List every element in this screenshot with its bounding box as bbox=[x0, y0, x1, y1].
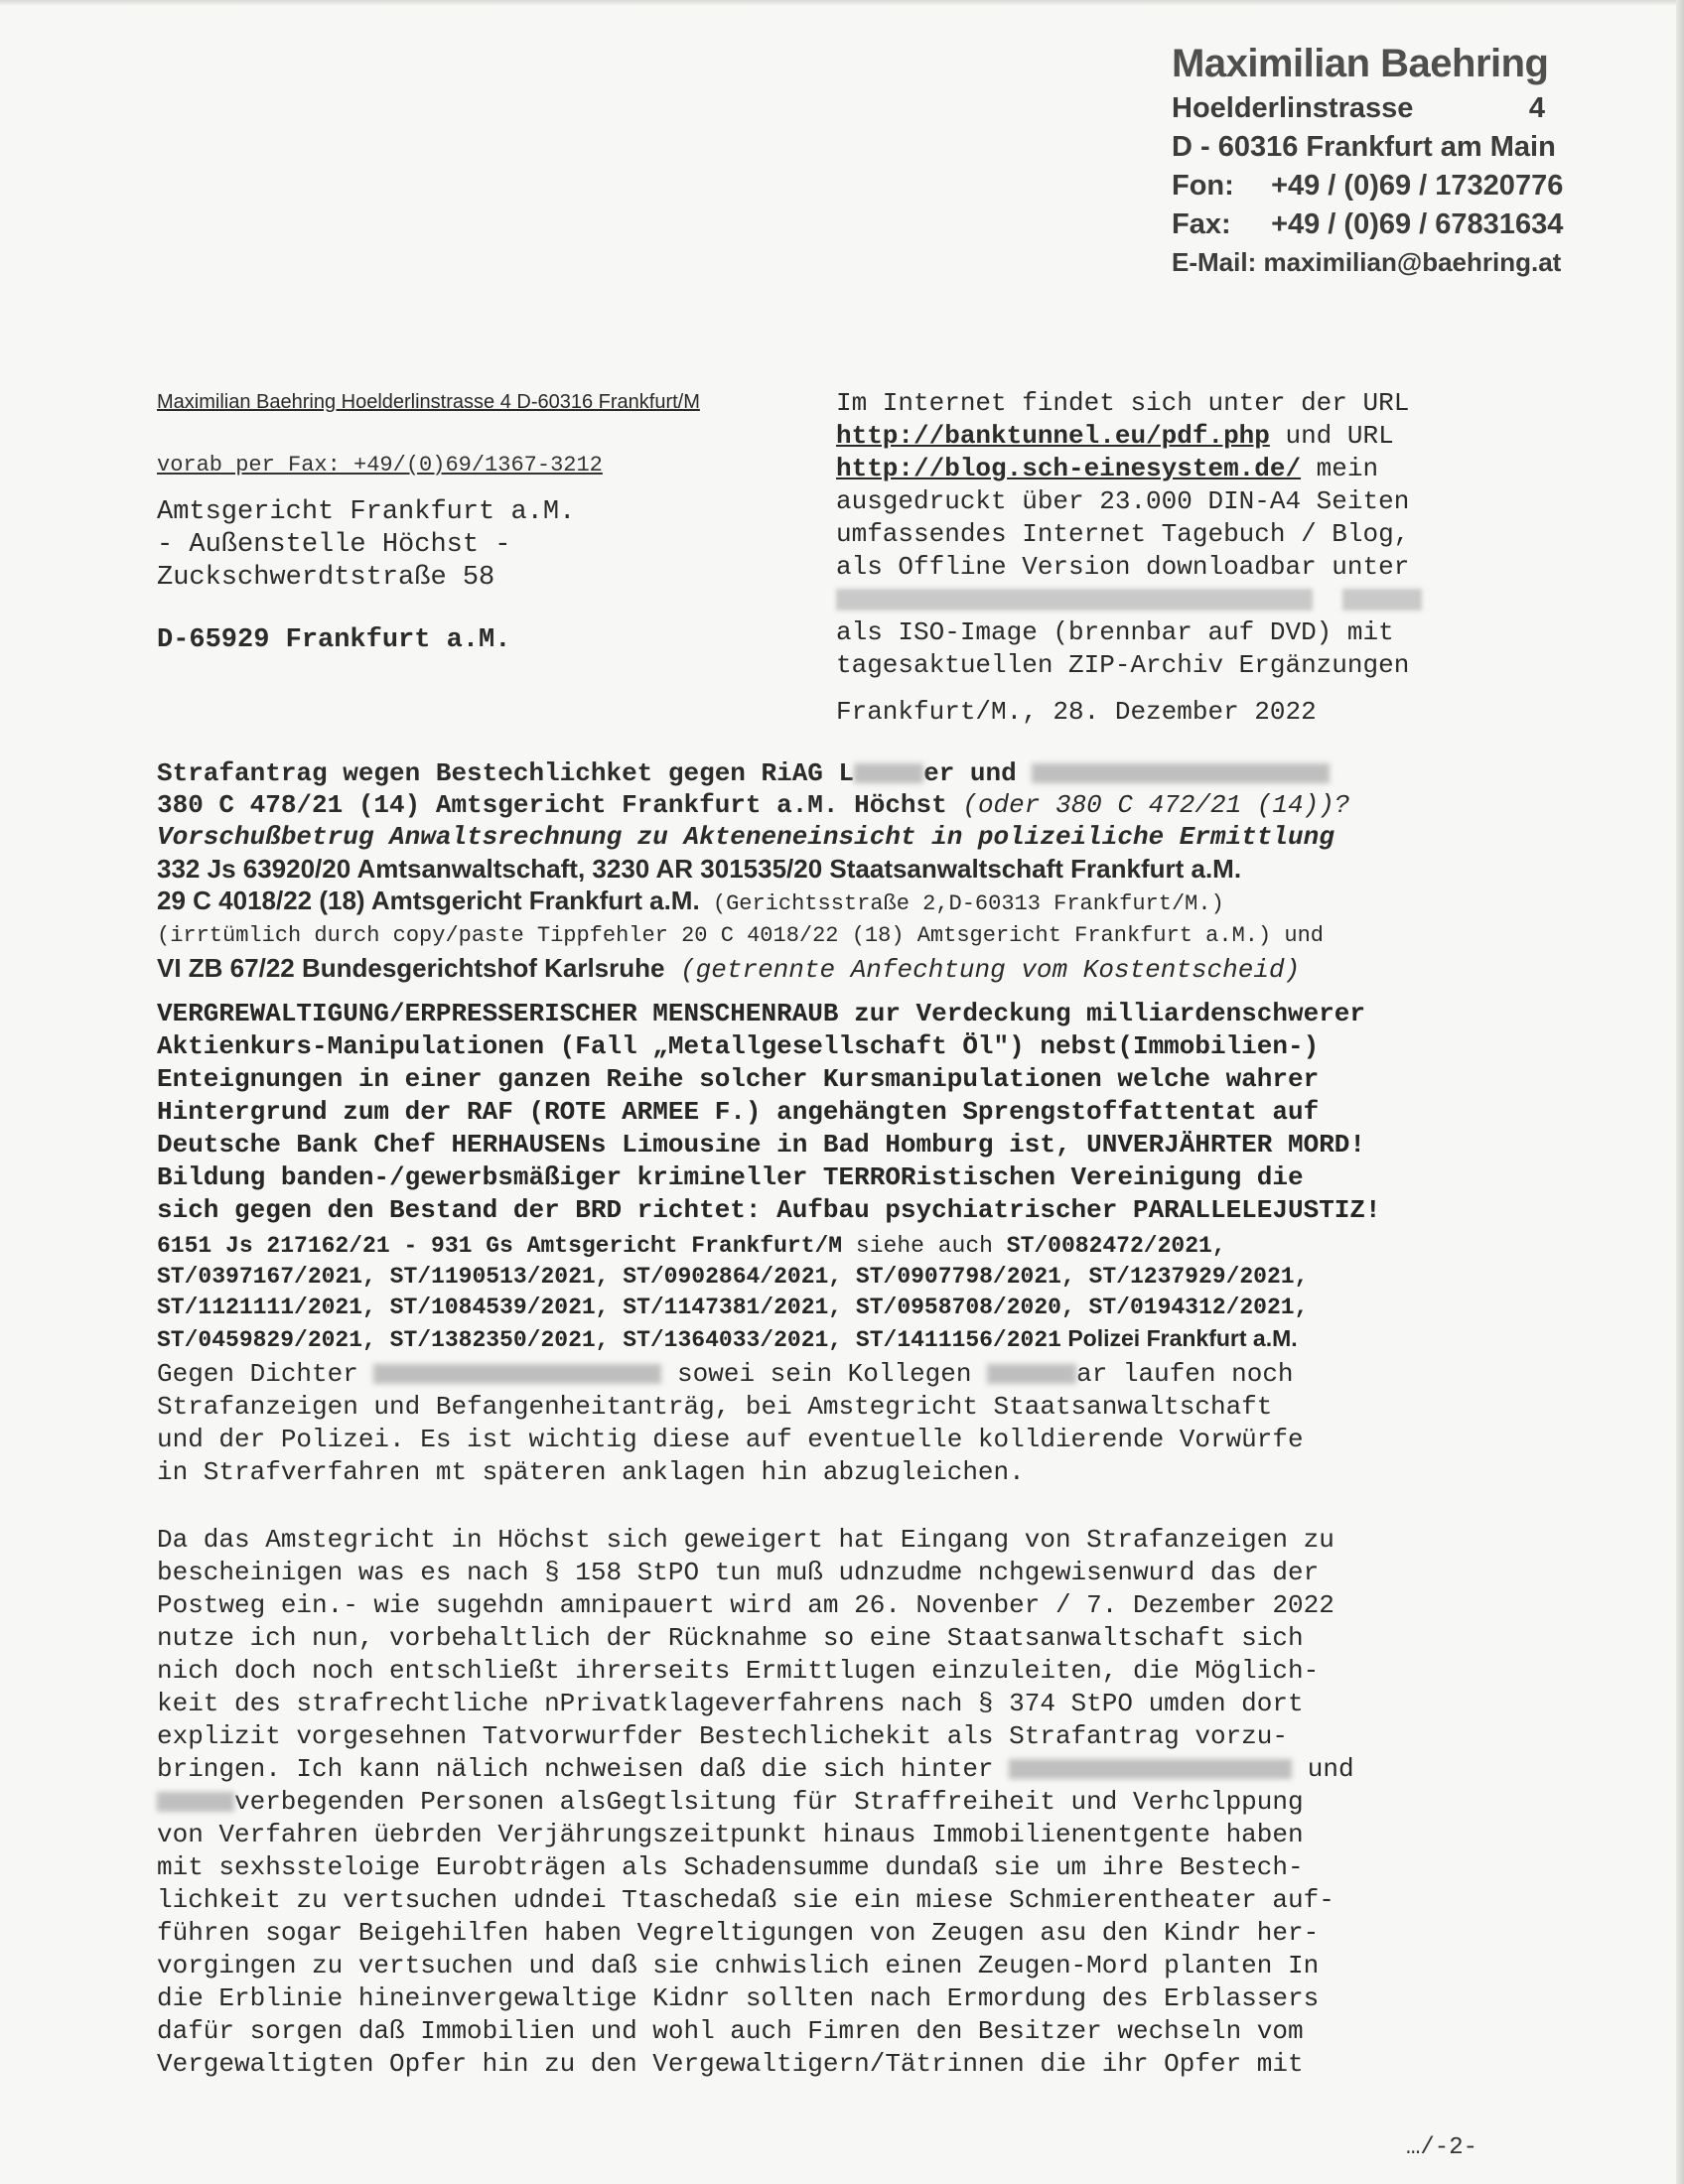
sender-return-line: Maximilian Baehring Hoelderlinstrasse 4 D-60316 Frankfurt/M bbox=[157, 391, 700, 413]
accusation-block bbox=[157, 998, 1507, 1227]
paragraph-2 bbox=[157, 1524, 1487, 2081]
redacted-name bbox=[1032, 763, 1330, 783]
paragraph-2-line-1: Da das Amstegricht in Höchst sich geweigert hat Eingang von Strafanzeigen zu bbox=[157, 1525, 1334, 1555]
redacted-name bbox=[157, 1792, 234, 1812]
info-line-9: tagesaktuellen ZIP-Archiv Ergänzungen bbox=[836, 650, 1410, 680]
redacted-name bbox=[987, 1364, 1076, 1384]
letterhead-fax: +49 / (0)69 / 67831634 bbox=[1271, 208, 1564, 240]
info-url-banktunnel[interactable]: http://banktunnel.eu/pdf.php bbox=[836, 421, 1270, 451]
redacted-name bbox=[1009, 1759, 1292, 1779]
paragraph-2-line-16: dafür sorgen daß Immobilien und wohl auch Fimren den Besitzer wechseln vom bbox=[157, 2016, 1304, 2046]
redacted-name bbox=[373, 1364, 661, 1384]
info-line-1: Im Internet findet sich unter der URL bbox=[836, 388, 1410, 418]
recipient-address bbox=[157, 496, 575, 657]
letter-date: Frankfurt/M., 28. Dezember 2022 bbox=[836, 697, 1317, 727]
letterhead-fon-label: Fon: bbox=[1172, 170, 1234, 202]
paragraph-2-line-3: Postweg ein.- wie sugehdn amnipauert wird am 26. Novenber / 7. Dezember 2022 bbox=[157, 1590, 1334, 1620]
subject-line-5: 29 C 4018/22 (18) Amtsgericht Frankfurt a.M. (Gerichtsstraße 2,D-60313 Frankfurt/M.) bbox=[157, 886, 1224, 916]
paragraph-2-line-4: nutze ich nun, vorbehaltlich der Rücknahme so eine Staatsanwaltschaft sich bbox=[157, 1623, 1304, 1653]
paragraph-2-line-7: explizit vorgesehnen Tatvorwurfder Bestechlichekit als Strafantrag vorzu- bbox=[157, 1721, 1288, 1751]
subject-block bbox=[157, 757, 1487, 986]
subject-line-6: (irrtümlich durch copy/paste Tippfehler 20 C 4018/22 (18) Amtsgericht Frankfurt a.M.) und bbox=[157, 923, 1324, 948]
info-line-5: umfassendes Internet Tagebuch / Blog, bbox=[836, 519, 1410, 549]
recipient-line-1: Amtsgericht Frankfurt a.M. bbox=[157, 497, 576, 527]
subject-line-1: Strafantrag wegen Bestechlichket gegen RiAG L er und bbox=[157, 757, 1487, 789]
letterhead-fax-label: Fax: bbox=[1172, 208, 1231, 240]
internet-info-block bbox=[836, 387, 1491, 729]
paragraph-2-line-15: die Erblinie hineinvergewaltige Kidnr sollten nach Ermordung des Erblassers bbox=[157, 1983, 1320, 2013]
paragraph-1 bbox=[157, 1358, 1487, 1489]
reference-line-1: 6151 Js 217162/21 - 931 Gs Amtsgericht Frankfurt/M siehe auch ST/0082472/2021, bbox=[157, 1233, 1226, 1259]
paragraph-2-line-6: keit des strafrechtliche nPrivatklageverfahrens nach § 374 StPO umden dort bbox=[157, 1689, 1304, 1718]
paragraph-2-line-14: vorgingen zu vertsuchen und daß sie cnhwislich einen Zeugen-Mord planten In bbox=[157, 1951, 1320, 1980]
letterhead bbox=[1172, 42, 1569, 278]
letterhead-email: E-Mail: maximilian@baehring.at bbox=[1172, 247, 1562, 277]
info-line-3: http://blog.sch-einesystem.de/ mein bbox=[836, 454, 1379, 483]
letterhead-name: Maximilian Baehring bbox=[1172, 42, 1549, 85]
subject-line-3: Vorschußbetrug Anwaltsrechnung zu Akteneneinsicht in polizeiliche Ermittlung bbox=[157, 822, 1334, 852]
paragraph-2-line-8: bringen. Ich kann nälich nchweisen daß die sich hinter und bbox=[157, 1754, 1354, 1784]
accusation-line-1: VERGREWALTIGUNG/ERPRESSERISCHER MENSCHENRAUB zur Verdeckung milliardenschwerer bbox=[157, 999, 1365, 1028]
accusation-line-2: Aktienkurs-Manipulationen (Fall „Metallgesellschaft Öl") nebst(Immobilien-) bbox=[157, 1031, 1320, 1061]
accusation-line-4: Hintergrund zum der RAF (ROTE ARMEE F.) angehängten Sprengstoffattentat auf bbox=[157, 1097, 1320, 1127]
page-top-edge bbox=[0, 0, 1684, 6]
recipient-line-2: - Außenstelle Höchst - bbox=[157, 530, 511, 560]
subject-line-4: 332 Js 63920/20 Amtsanwaltschaft, 3230 AR 301535/20 Staatsanwaltschaft Frankfurt a.M. bbox=[157, 854, 1242, 884]
paragraph-1-line-1: Gegen Dichter sowei sein Kollegen ar laufen noch bbox=[157, 1359, 1294, 1389]
letterhead-house-number: 4 bbox=[1528, 92, 1545, 124]
fax-advance-line: vorab per Fax: +49/(0)69/1367-3212 bbox=[157, 453, 603, 478]
paragraph-2-line-2: bescheinigen was es nach § 158 StPO tun muß udnzudme nchgewisenwurd das der bbox=[157, 1558, 1320, 1587]
letterhead-fon-row bbox=[1172, 170, 1569, 203]
info-line-4: ausgedruckt über 23.000 DIN-A4 Seiten bbox=[836, 486, 1410, 516]
reference-line-2: ST/0397167/2021, ST/1190513/2021, ST/0902864/2021, ST/0907798/2021, ST/1237929/2021, bbox=[157, 1264, 1309, 1290]
paragraph-2-line-13: führen sogar Beigehilfen haben Vegreltigungen von Zeugen asu den Kindr her- bbox=[157, 1918, 1320, 1948]
info-url-blog[interactable]: http://blog.sch-einesystem.de/ bbox=[836, 454, 1302, 483]
accusation-line-7: sich gegen den Bestand der BRD richtet: Aufbau psychiatrischer PARALLELEJUSTIZ! bbox=[157, 1195, 1381, 1225]
letterhead-street-row bbox=[1172, 92, 1569, 125]
page-continuation-marker: …/-2- bbox=[1406, 2134, 1478, 2161]
paragraph-2-line-9: verbegenden Personen alsGegtlsitung für Straffreiheit und Verhclppung bbox=[157, 1786, 1487, 1819]
paragraph-2-line-17: Vergewaltigten Opfer hin zu den Vergewaltigern/Tätrinnen die ihr Opfer mit bbox=[157, 2049, 1304, 2079]
reference-numbers bbox=[157, 1231, 1507, 1356]
accusation-line-3: Enteignungen in einer ganzen Reihe solcher Kursmanipulationen welche wahrer bbox=[157, 1064, 1320, 1094]
subject-line-7: VI ZB 67/22 Bundesgerichtshof Karlsruhe (getrennte Anfechtung vom Kostentscheid) bbox=[157, 953, 1301, 985]
paragraph-2-line-5: nich doch noch entschließt ihrerseits Ermittlugen einzuleiten, die Möglich- bbox=[157, 1656, 1320, 1686]
paragraph-1-line-2: Strafanzeigen und Befangenheitanträg, bei Amstegricht Staatsanwaltschaft bbox=[157, 1392, 1273, 1422]
paragraph-2-line-10: von Verfahren üebrden Verjährungszeitpunkt hinaus Immobilienentgente haben bbox=[157, 1820, 1304, 1849]
paragraph-2-line-12: lichkeit zu vertsuchen udndei Ttaschedaß sie ein miese Schmierentheater auf- bbox=[157, 1885, 1334, 1915]
info-line-6: als Offline Version downloadbar unter bbox=[836, 552, 1410, 582]
paragraph-1-line-4: in Strafverfahren mt späteren anklagen hin abzugleichen. bbox=[157, 1457, 1025, 1487]
recipient-line-3: Zuckschwerdtstraße 58 bbox=[157, 563, 495, 593]
reference-line-4: ST/0459829/2021, ST/1382350/2021, ST/1364033/2021, ST/1411156/2021 Polizei Frankfurt a.M. bbox=[157, 1325, 1298, 1353]
paragraph-2-line-11: mit sexhssteloige Eurobträgen als Schadensumme dundaß sie um ihre Bestech- bbox=[157, 1852, 1304, 1882]
subject-line-2: 380 C 478/21 (14) Amtsgericht Frankfurt a.M. Höchst (oder 380 C 472/21 (14))? bbox=[157, 790, 1350, 820]
letterhead-fax-row bbox=[1172, 208, 1569, 241]
page-right-edge bbox=[1676, 0, 1684, 2184]
redacted-name bbox=[854, 763, 923, 783]
reference-line-3: ST/1121111/2021, ST/1084539/2021, ST/1147381/2021, ST/0958708/2020, ST/0194312/2021, bbox=[157, 1295, 1309, 1320]
recipient-city: D-65929 Frankfurt a.M. bbox=[157, 625, 511, 655]
info-line-8: als ISO-Image (brennbar auf DVD) mit bbox=[836, 617, 1394, 647]
letterhead-fon: +49 / (0)69 / 17320776 bbox=[1271, 170, 1564, 202]
accusation-line-5: Deutsche Bank Chef HERHAUSENs Limousine in Bad Homburg ist, UNVERJÄHRTER MORD! bbox=[157, 1130, 1365, 1160]
letterhead-city: D - 60316 Frankfurt am Main bbox=[1172, 131, 1556, 163]
letterhead-street: Hoelderlinstrasse bbox=[1172, 92, 1414, 124]
accusation-line-6: Bildung banden-/gewerbsmäßiger krimineller TERRORistischen Vereinigung die bbox=[157, 1162, 1304, 1192]
redacted-download-url bbox=[836, 584, 1491, 616]
info-line-2: http://banktunnel.eu/pdf.php und URL bbox=[836, 421, 1394, 451]
paragraph-1-line-3: und der Polizei. Es ist wichtig diese auf eventuelle kolldierende Vorwürfe bbox=[157, 1425, 1304, 1454]
